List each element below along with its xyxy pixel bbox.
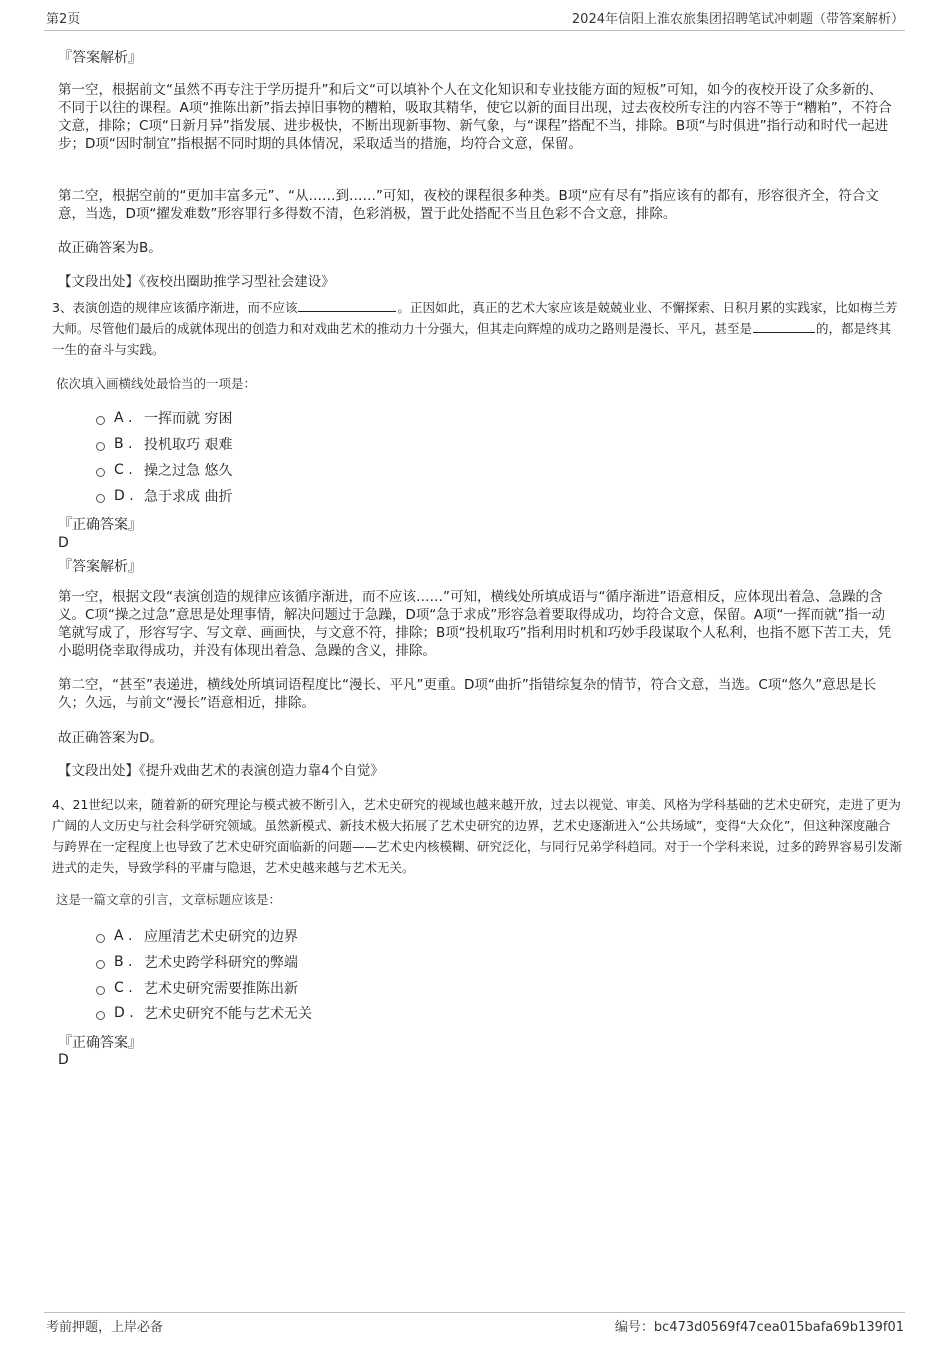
fill-blank-1	[298, 299, 396, 312]
fill-blank-2	[753, 320, 815, 333]
footer-code: 编号：bc473d0569f47cea015bafa69b139f01	[614, 1320, 904, 1335]
q3-correct-label: 『正确答案』	[58, 517, 142, 533]
radio-icon[interactable]	[96, 986, 105, 995]
option-text: 一挥而就 穷困	[144, 411, 233, 427]
q2-source: 【文段出处】《夜校出圈助推学习型社会建设》	[58, 274, 335, 290]
option-letter: B .	[114, 436, 133, 452]
q3-conclusion: 故正确答案为D。	[58, 730, 163, 746]
q3-option-c[interactable]	[96, 460, 232, 480]
q3-stem-part3: 的，都是终其一生的奋斗与实践。	[52, 321, 892, 357]
option-letter: C .	[114, 980, 133, 996]
option-letter: B .	[114, 954, 133, 970]
q4-prompt: 这是一篇文章的引言，文章标题应该是：	[56, 892, 282, 907]
radio-icon[interactable]	[96, 960, 105, 969]
footer-divider	[44, 1312, 905, 1313]
q4-option-d[interactable]	[96, 1003, 312, 1023]
radio-icon[interactable]	[96, 416, 105, 425]
q3-correct-answer: D	[58, 535, 69, 551]
q2-conclusion: 故正确答案为B。	[58, 240, 162, 256]
radio-icon[interactable]	[96, 468, 105, 477]
q4-option-b[interactable]	[96, 952, 298, 972]
option-text: 急于求成 曲折	[144, 489, 233, 505]
option-letter: C .	[114, 462, 133, 478]
q4-correct-answer: D	[58, 1052, 69, 1068]
q3-option-b[interactable]	[96, 434, 232, 454]
header-divider	[44, 30, 905, 31]
option-letter: D .	[114, 488, 134, 504]
q3-stem-part1: 3、表演创造的规律应该循序渐进，而不应该	[52, 300, 298, 315]
q3-stem-part2: 。正因如此，真正的艺术大家应该是兢兢业业、不懈探索、日积月累的实践家，比如梅兰芳大师。尽管他们最后的成就体现出的创造力和对戏曲艺术的推动力十分强大，但其走向辉煌的成功之路则是漫长、平凡，甚至是	[52, 300, 898, 336]
q2-analysis-label: 『答案解析』	[58, 50, 142, 66]
q4-option-c[interactable]	[96, 978, 298, 998]
option-text: 艺术史研究需要推陈出新	[144, 981, 298, 997]
q3-stem	[52, 297, 902, 360]
footer-slogan: 考前押题，上岸必备	[46, 1320, 164, 1335]
document-title: 2024年信阳上淮农旅集团招聘笔试冲刺题（带答案解析）	[571, 12, 904, 27]
radio-icon[interactable]	[96, 494, 105, 503]
q3-analysis-p1: 第一空，根据文段“表演创造的规律应该循序渐进，而不应该……”可知，横线处所填成语与“循序渐进”语意相反，应体现出着急、急躁的含义。C项“操之过急”意思是处理事情，解决问题过于急躁，D项“急于求成”形容急着要取得成功，均符合文意，保留。A项“一挥而就”指一动笔就写成了，形容写字、写文章、画画快，与文意不符，排除；B项“投机取巧”指利用时机和巧妙手段谋取个人私利，也指不愿下苦工夫，凭小聪明侥幸取得成功，并没有体现出着急、急躁的含义，排除。	[58, 589, 892, 659]
option-letter: A .	[114, 928, 133, 944]
q3-prompt: 依次填入画横线处最恰当的一项是：	[56, 376, 257, 391]
q4-correct-label: 『正确答案』	[58, 1035, 142, 1051]
option-text: 艺术史跨学科研究的弊端	[144, 955, 298, 971]
q2-analysis-p2: 第二空，根据空前的“更加丰富多元”、“从……到……”可知，夜校的课程很多种类。B项“应有尽有”指应该有的都有，形容很齐全，符合文意，当选，D项“擢发难数”形容罪行多得数不清，色彩消极，置于此处搭配不当且色彩不合文意，排除。	[58, 188, 879, 222]
q3-analysis-label: 『答案解析』	[58, 559, 142, 575]
option-letter: A .	[114, 410, 133, 426]
option-text: 艺术史研究不能与艺术无关	[144, 1006, 312, 1022]
radio-icon[interactable]	[96, 934, 105, 943]
option-text: 操之过急 悠久	[144, 463, 233, 479]
q3-analysis-p2: 第二空，“甚至”表递进，横线处所填词语程度比“漫长、平凡”更重。D项“曲折”指错综复杂的情节，符合文意，当选。C项“悠久”意思是长久；久远，与前文“漫长”语意相近，排除。	[58, 677, 877, 711]
option-text: 投机取巧 艰难	[144, 437, 233, 453]
q4-stem: 4、21世纪以来，随着新的研究理论与模式被不断引入，艺术史研究的视域也越来越开放，过去以视觉、审美、风格为学科基础的艺术史研究，走进了更为广阔的人文历史与社会科学研究领域。虽然新模式、新技术极大拓展了艺术史研究的边界，艺术史逐渐进入“公共场域”，变得“大众化”，但这种深度融合与跨界在一定程度上也导致了艺术史研究面临新的问题——艺术史内核模糊、研究泛化，与同行兄弟学科趋同。对于一个学科来说，过多的跨界容易引发渐进式的走失，导致学科的平庸与隐退，艺术史越来越与艺术无关。	[52, 797, 903, 875]
q4-option-a[interactable]	[96, 926, 298, 946]
q3-source: 【文段出处】《提升戏曲艺术的表演创造力靠4个自觉》	[58, 763, 384, 779]
q3-option-a[interactable]	[96, 408, 232, 428]
option-text: 应厘清艺术史研究的边界	[144, 929, 298, 945]
radio-icon[interactable]	[96, 1011, 105, 1020]
page-number: 第2页	[46, 12, 81, 27]
option-letter: D .	[114, 1005, 134, 1021]
radio-icon[interactable]	[96, 442, 105, 451]
q3-option-d[interactable]	[96, 486, 232, 506]
q2-analysis-p1: 第一空，根据前文“虽然不再专注于学历提升”和后文“可以填补个人在文化知识和专业技能方面的短板”可知，如今的夜校开设了众多新的、不同于以往的课程。A项“推陈出新”指去掉旧事物的糟粕，吸取其精华，使它以新的面目出现，过去夜校所专注的内容不等于“糟粕”，不符合文意，排除；C项“日新月异”指发展、进步极快，不断出现新事物、新气象，与“课程”搭配不当，排除。B项“与时俱进”指行动和时代一起进步；D项“因时制宜”指根据不同时期的具体情况，采取适当的措施，均符合文意，保留。	[58, 82, 892, 152]
